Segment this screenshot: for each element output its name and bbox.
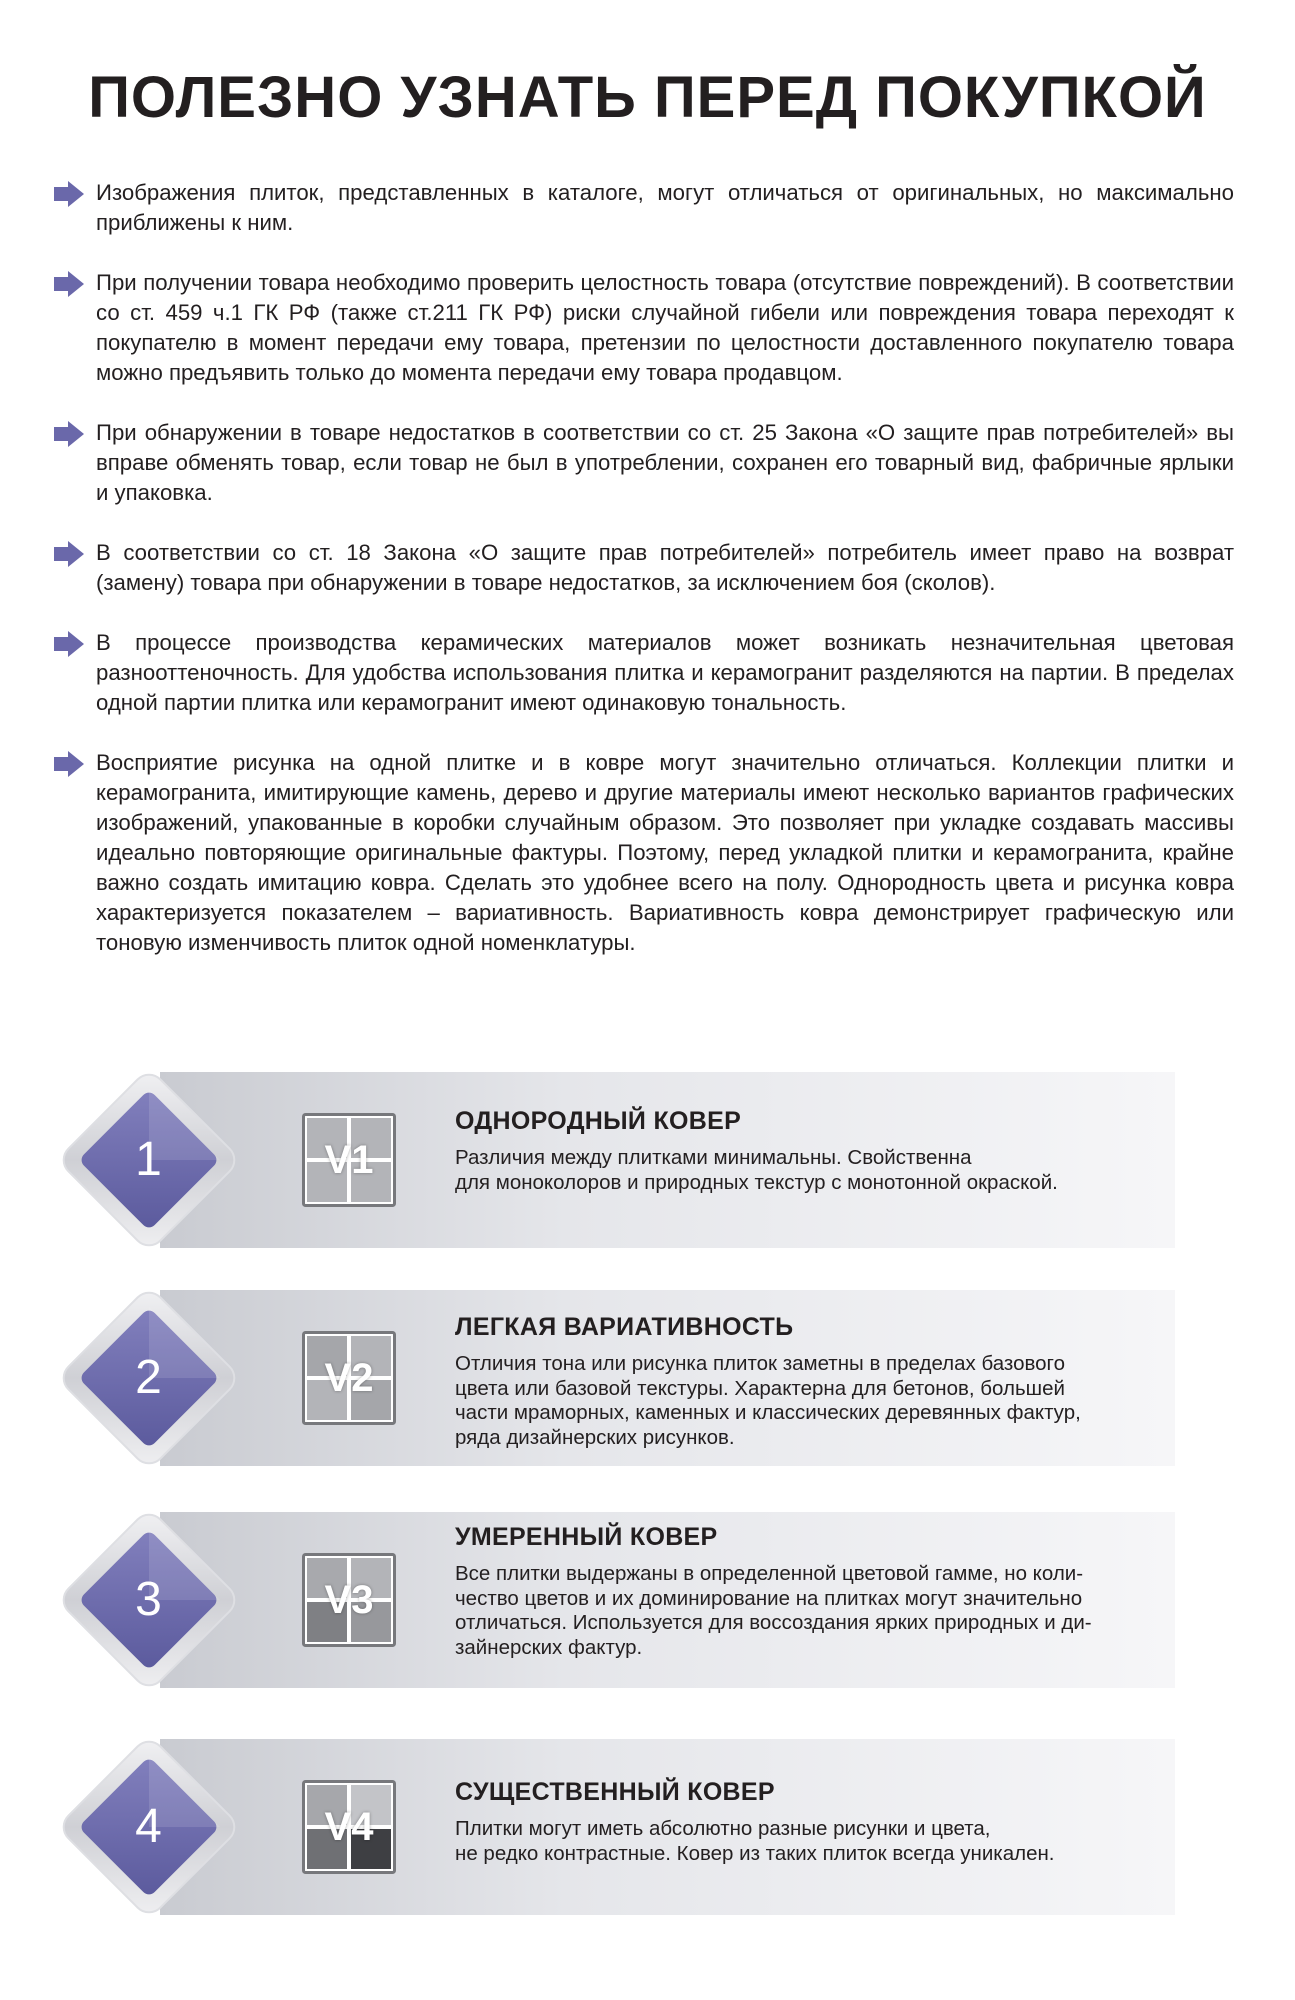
- note-item: [54, 748, 1234, 958]
- arrow-bullet-icon: [54, 181, 84, 207]
- variant-number: 2: [135, 1351, 163, 1404]
- desc-line: Различия между плитками минимальны. Свойственна: [455, 1146, 972, 1169]
- desc-line: Все плитки выдержаны в определенной цветовой гамме, но коли-: [455, 1562, 1084, 1585]
- arrow-bullet-icon: [54, 751, 84, 777]
- variant-text: [455, 1313, 1175, 1450]
- note-item: [54, 178, 1234, 238]
- variant-text: [455, 1778, 1175, 1866]
- variant-description: [455, 1562, 1175, 1660]
- desc-line: для моноколоров и природных текстур с монотонной окраской.: [455, 1170, 1058, 1194]
- variant-description: [455, 1146, 1175, 1195]
- variant-title: ЛЕГКАЯ ВАРИАТИВНОСТЬ: [455, 1313, 794, 1341]
- desc-line: части мраморных, каменных и классических деревянных фактур,: [455, 1401, 1081, 1424]
- variant-title: СУЩЕСТВЕННЫЙ КОВЕР: [455, 1778, 775, 1806]
- variant-row-3: [0, 1495, 1295, 1705]
- note-text: Восприятие рисунка на одной плитке и в ковре могут значительно отличаться. Коллекции плитки и керамогранита, имитирующие камень, дерево и другие материалы имеют несколько вариантов графических изображений, упакованные в коробки случайным образом. Это позволяет при укладке создавать массивы идеально повторяющие оригинальные фактуры. Поэтому, перед укладкой плитки и керамогранита, крайне важно создать имитацию ковра. Сделать это удобнее всего на полу. Однородность цвета и рисунка ковра характеризуется показателем – вариативность. Вариативность ковра демонстрирует графическую или тоновую изменчивость плиток одной номенклатуры.: [96, 750, 1234, 955]
- variant-row-4: [0, 1722, 1295, 1932]
- notes-list: [54, 178, 1234, 988]
- note-text: В процессе производства керамических материалов может возникать незначительная цветовая разнооттеночность. Для удобства использования плитка и керамогранит разделяются на партии. В пределах одной партии плитка или керамогранит имеют одинаковую тональность.: [96, 630, 1234, 715]
- variant-number: 3: [135, 1573, 163, 1626]
- variant-code: V4: [324, 1805, 374, 1849]
- note-text: В соответствии со ст. 18 Закона «О защите прав потребителей» потребитель имеет право на возврат (замену) товара при обнаружении в товаре недостатков, за исключением боя (сколов).: [96, 540, 1234, 595]
- note-text: Изображения плиток, представленных в каталоге, могут отличаться от оригинальных, но максимально приближены к ним.: [96, 180, 1234, 235]
- variant-row-1: [0, 1055, 1295, 1265]
- variant-code: V3: [324, 1578, 374, 1622]
- variant-row-2: [0, 1273, 1295, 1483]
- variant-number: 4: [135, 1800, 163, 1853]
- variant-text: [455, 1523, 1175, 1660]
- arrow-bullet-icon: [54, 541, 84, 567]
- desc-line: цвета или базовой текстуры. Характерна для бетонов, большей: [455, 1376, 1065, 1400]
- desc-line: ряда дизайнерских рисунков.: [455, 1425, 735, 1449]
- variant-title: ОДНОРОДНЫЙ КОВЕР: [455, 1107, 742, 1135]
- desc-line: не редко контрастные. Ковер из таких плиток всегда уникален.: [455, 1841, 1055, 1865]
- note-item: [54, 628, 1234, 718]
- variant-number: 1: [135, 1133, 163, 1186]
- note-text: При обнаружении в товаре недостатков в соответствии со ст. 25 Закона «О защите прав потребителей» вы вправе обменять товар, если товар не был в употреблении, сохранен его товарный вид, фабричные ярлыки и упаковка.: [96, 420, 1234, 505]
- variant-code: V2: [324, 1356, 374, 1400]
- desc-line: зайнерских фактур.: [455, 1635, 643, 1659]
- desc-line: чество цветов и их доминирование на плитках могут значительно: [455, 1586, 1083, 1610]
- arrow-bullet-icon: [54, 271, 84, 297]
- desc-line: Отличия тона или рисунка плиток заметны в пределах базового: [455, 1352, 1065, 1375]
- desc-line: отличаться. Используется для воссоздания ярких природных и ди-: [455, 1611, 1092, 1634]
- variant-text: [455, 1107, 1175, 1195]
- note-item: [54, 268, 1234, 388]
- page-title: ПОЛЕЗНО УЗНАТЬ ПЕРЕД ПОКУПКОЙ: [88, 65, 1207, 130]
- note-item: [54, 538, 1234, 598]
- variant-code: V1: [324, 1138, 374, 1182]
- arrow-bullet-icon: [54, 631, 84, 657]
- desc-line: Плитки могут иметь абсолютно разные рисунки и цвета,: [455, 1817, 991, 1840]
- variant-description: [455, 1817, 1175, 1866]
- note-item: [54, 418, 1234, 508]
- note-text: При получении товара необходимо проверить целостность товара (отсутствие повреждений). В соответствии со ст. 459 ч.1 ГК РФ (также ст.211 ГК РФ) риски случайной гибели или повреждения товара переходят к покупателю в момент передачи ему товара, претензии по целостности доставленного покупателю товара можно предъявить только до момента передачи ему товара продавцом.: [96, 270, 1234, 385]
- arrow-bullet-icon: [54, 421, 84, 447]
- variant-description: [455, 1352, 1175, 1450]
- variant-title: УМЕРЕННЫЙ КОВЕР: [455, 1523, 718, 1551]
